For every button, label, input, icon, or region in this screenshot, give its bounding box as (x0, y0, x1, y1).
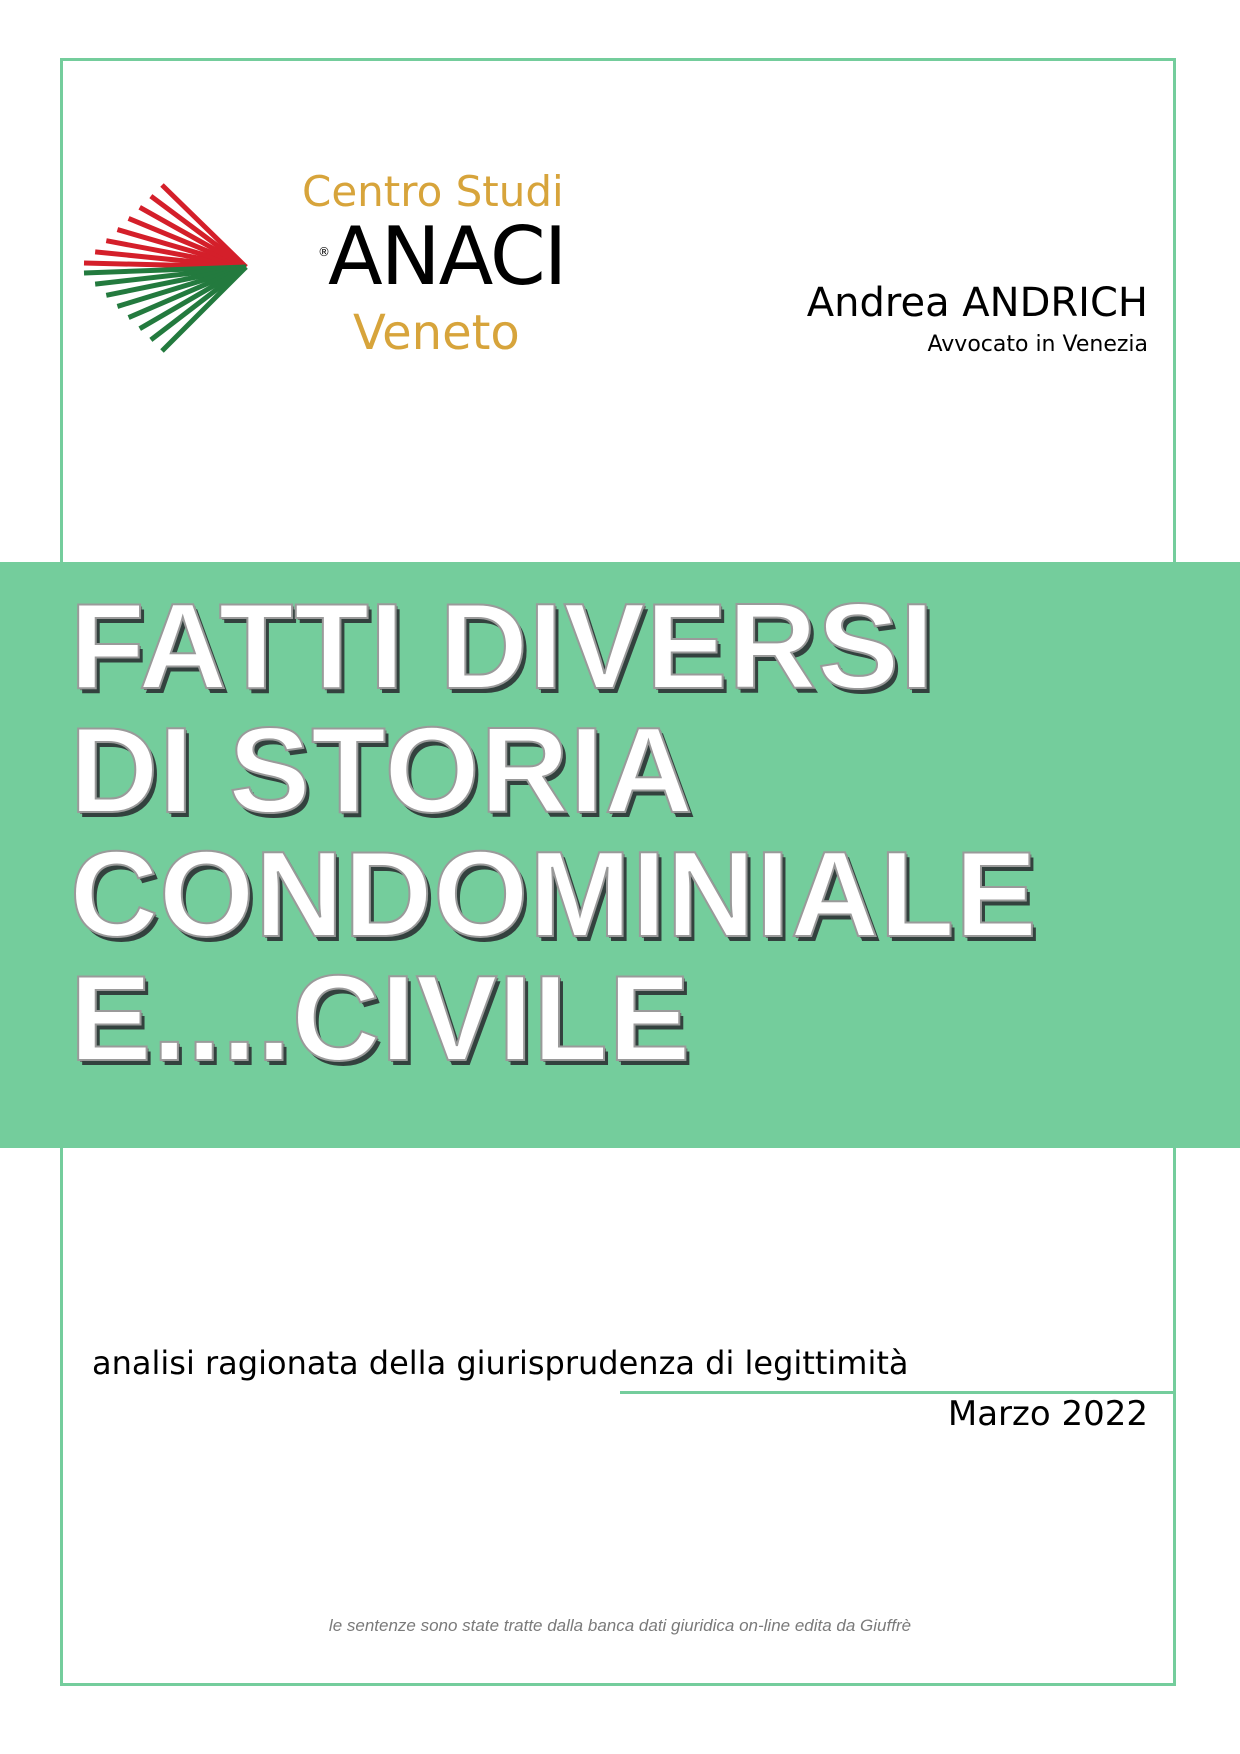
author-name: Andrea ANDRICH (806, 280, 1148, 326)
anaci-logo (78, 165, 566, 365)
title-line-1: FATTI DIVERSI (70, 578, 935, 714)
logo-line-anaci: ANACI (328, 210, 566, 303)
logo-rays-icon (78, 179, 253, 354)
publication-date: Marzo 2022 (947, 1394, 1148, 1434)
document-title (70, 578, 1038, 1086)
author-role: Avvocato in Venezia (927, 332, 1148, 357)
source-note: le sentenze sono state tratte dalla banca dati giuridica on-line edita da Giuffrè (328, 1616, 912, 1635)
title-line-3: CONDOMINIALE (70, 826, 1038, 962)
subtitle: analisi ragionata della giurisprudenza di legittimità (92, 1344, 909, 1382)
logo-registered-mark: ® (318, 245, 330, 259)
logo-line-veneto: Veneto (353, 305, 520, 361)
logo-line-centro-studi: Centro Studi (302, 167, 564, 216)
title-line-4: E....CIVILE (70, 950, 692, 1086)
title-line-2: DI STORIA (70, 702, 694, 838)
